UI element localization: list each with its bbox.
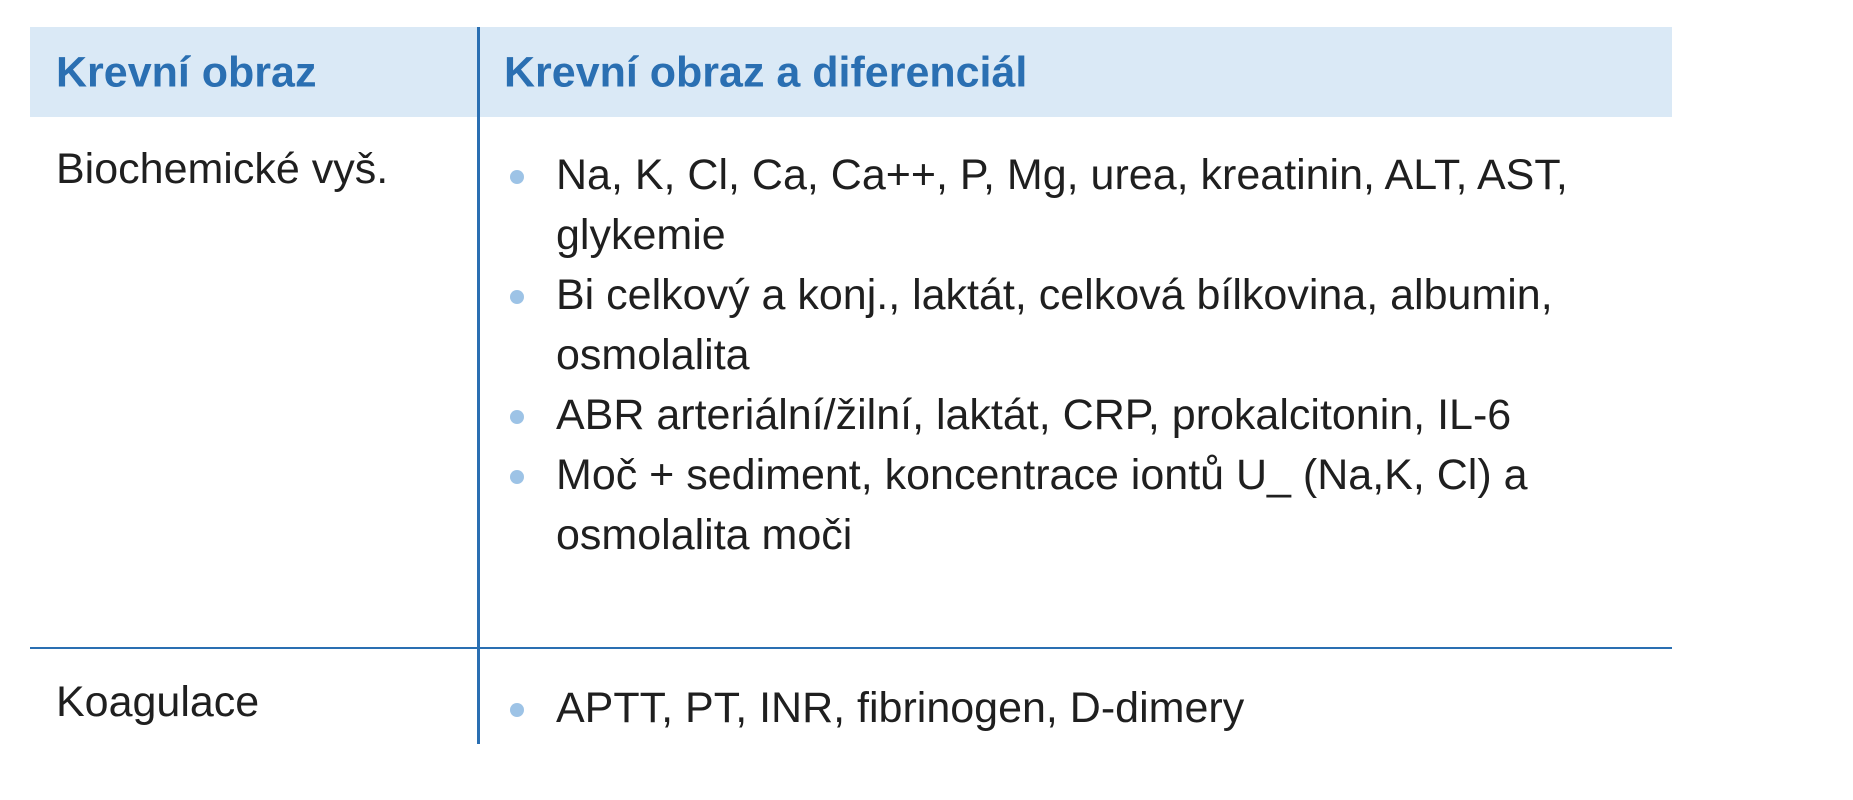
coagulation-items — [504, 678, 1664, 738]
list-item — [504, 385, 1664, 445]
list-item-text: ABR arteriální/žilní, laktát, CRP, prokalcitonin, IL-6 — [556, 391, 1512, 439]
list-item — [504, 445, 1664, 565]
bullet-icon — [510, 703, 524, 717]
list-item — [504, 678, 1664, 738]
bullet-icon — [510, 410, 524, 424]
biochemistry-items — [504, 145, 1664, 565]
row-label-biochemistry: Biochemické vyš. — [56, 145, 389, 193]
list-item-text: Moč + sediment, koncentrace iontů U_ (Na,K, Cl) a osmolalita moči — [556, 451, 1528, 559]
list-item — [504, 145, 1664, 265]
list-item-text: APTT, PT, INR, fibrinogen, D-dimery — [556, 684, 1245, 732]
header-cell-left: Krevní obraz — [56, 48, 317, 97]
list-item-text: Bi celkový a konj., laktát, celková bílkovina, albumin, osmolalita — [556, 271, 1553, 379]
list-item-text: Na, K, Cl, Ca, Ca++, P, Mg, urea, kreatinin, ALT, AST, glykemie — [556, 151, 1568, 259]
bullet-icon — [510, 470, 524, 484]
column-divider — [477, 27, 480, 744]
row-label-coagulation: Koagulace — [56, 678, 260, 726]
bullet-icon — [510, 290, 524, 304]
list-item — [504, 265, 1664, 385]
header-cell-right: Krevní obraz a diferenciál — [504, 48, 1028, 97]
bullet-icon — [510, 170, 524, 184]
row-divider — [30, 647, 1672, 649]
